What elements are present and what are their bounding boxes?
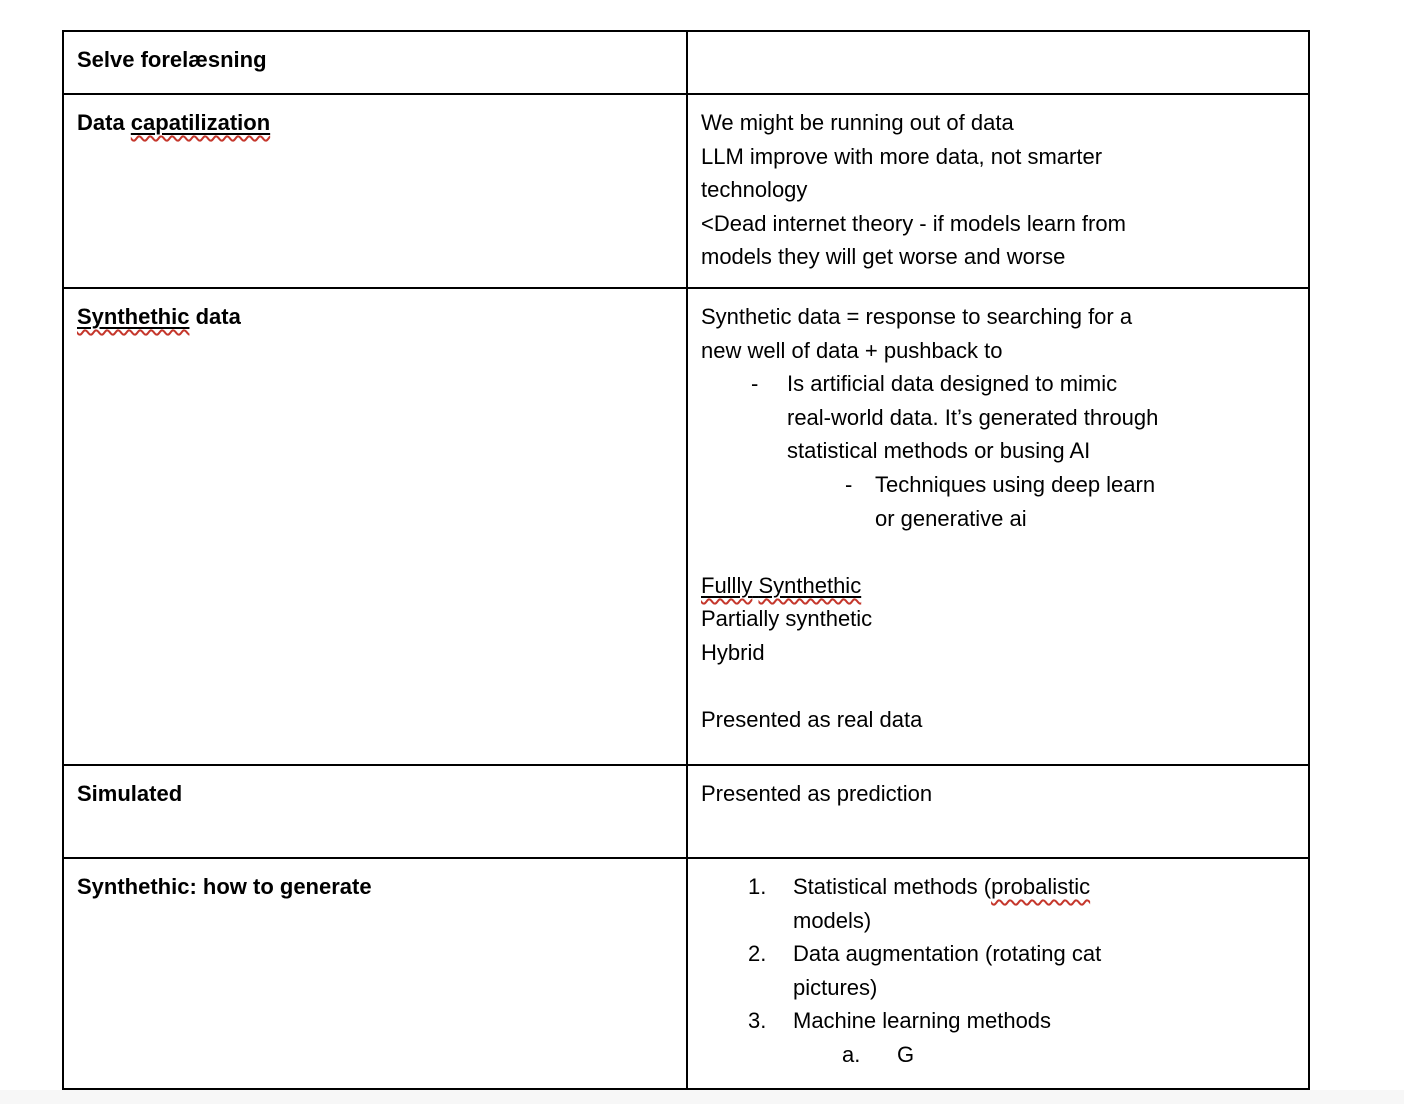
bullet-line: Is artificial data designed to mimic: [787, 371, 1118, 397]
misspelled-word: Fullly: [701, 572, 753, 598]
note-line: We might be running out of data: [701, 110, 1014, 135]
number-marker: 1.: [748, 874, 767, 899]
misspelled-word: Synthethic: [77, 304, 190, 329]
page-bottom-gutter: [0, 1090, 1404, 1104]
cell-how-to-generate[interactable]: [64, 859, 688, 1088]
table-row: [64, 857, 1308, 1088]
item1-pre: Statistical methods (: [793, 874, 992, 899]
underlined-word: [131, 110, 270, 135]
row2-left-title: [77, 106, 673, 140]
note-line: Presented as prediction: [701, 781, 933, 806]
blank-line: [701, 535, 1295, 569]
cell-data-capatilization[interactable]: [64, 95, 688, 287]
numbered-line: pictures): [793, 974, 878, 1000]
numbered-subitem: [701, 1038, 1295, 1072]
cell-synthethic-data[interactable]: [64, 289, 688, 764]
table-row: [64, 287, 1308, 764]
note-line: Presented as real data: [701, 707, 923, 733]
underlined-phrase: [701, 573, 861, 598]
bullet-line: real-world data. It’s generated through: [787, 404, 1159, 430]
numbered-line: models): [793, 907, 872, 933]
note-line: <Dead internet theory - if models learn from: [701, 210, 1126, 236]
note-line: technology: [701, 177, 808, 203]
row3-left-suffix: data: [189, 304, 241, 329]
misspelled-word: capatilization: [130, 110, 271, 135]
bullet-item-nested: [701, 468, 1295, 535]
numbered-line: G: [897, 1041, 915, 1067]
table-row: [64, 93, 1308, 287]
numbered-line: Data augmentation (rotating cat: [793, 941, 1102, 967]
dash-bullet-marker: -: [845, 471, 853, 497]
misspelled-word: Synthethic: [758, 572, 862, 598]
bullet-item: [701, 367, 1295, 468]
cell-synthethic-data-notes[interactable]: [688, 289, 1308, 764]
table-row: [64, 764, 1308, 857]
numbered-line: Machine learning methods: [793, 1008, 1052, 1034]
cell-how-to-generate-notes[interactable]: [688, 859, 1308, 1088]
cell-selve-forelaesning[interactable]: [64, 32, 688, 93]
note-line: LLM improve with more data, not smarter: [701, 143, 1103, 169]
row5-left-title: Synthethic: how to generate: [77, 874, 372, 899]
row3-left-title: [77, 300, 673, 334]
bullet-line: Techniques using deep learn: [875, 471, 1156, 497]
dash-bullet-marker: -: [751, 371, 759, 397]
numbered-item: [701, 1004, 1295, 1038]
notes-table: [62, 30, 1310, 1090]
underlined-word: [77, 304, 189, 329]
bullet-line: or generative ai: [875, 505, 1027, 531]
note-line: Synthetic data = response to searching for a: [701, 304, 1133, 329]
number-marker: 2.: [748, 941, 767, 967]
numbered-line: [793, 870, 1295, 904]
blank-line: [701, 670, 1295, 704]
numbered-item: [701, 937, 1295, 1004]
cell-simulated-notes[interactable]: [688, 766, 1308, 857]
note-line: new well of data + pushback to: [701, 337, 1003, 363]
number-marker: 3.: [748, 1008, 767, 1034]
cell-row1-right-empty[interactable]: [688, 32, 1308, 93]
note-line: Hybrid: [701, 639, 765, 665]
numbered-item: [701, 870, 1295, 937]
row1-left-title: Selve forelæsning: [77, 47, 267, 72]
note-line: models they will get worse and worse: [701, 244, 1066, 270]
row2-left-prefix: Data: [77, 110, 131, 135]
misspelled-word: probalistic: [991, 874, 1091, 899]
note-line: [701, 569, 1295, 603]
letter-marker: a.: [842, 1041, 861, 1067]
table-row: [64, 32, 1308, 93]
note-line: Partially synthetic: [701, 606, 873, 632]
row4-left-title: Simulated: [77, 781, 183, 806]
bullet-line: statistical methods or busing AI: [787, 438, 1091, 464]
cell-data-capatilization-notes[interactable]: [688, 95, 1308, 287]
cell-simulated[interactable]: [64, 766, 688, 857]
